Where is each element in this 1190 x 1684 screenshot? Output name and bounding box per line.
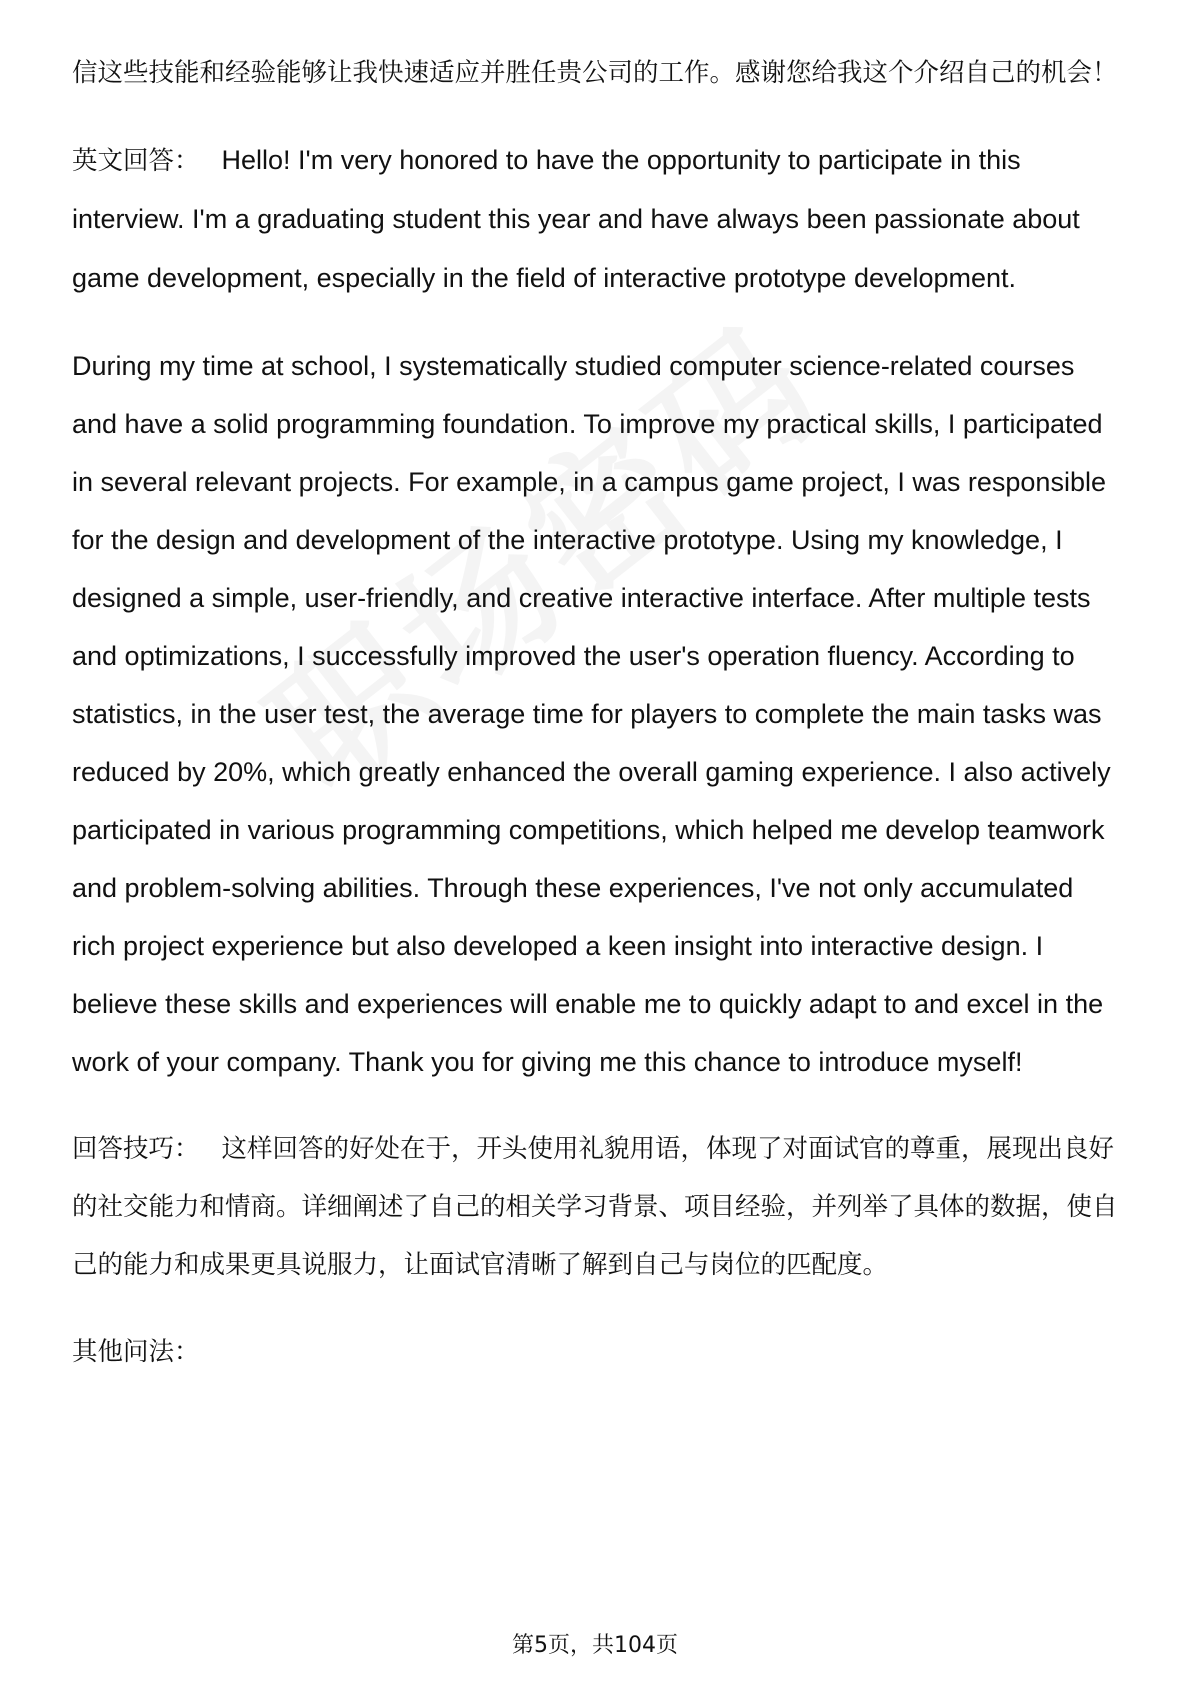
english-answer-label: 英文回答： (72, 146, 200, 176)
paragraph-continuation: 信这些技能和经验能够让我快速适应并胜任贵公司的工作。感谢您给我这个介绍自己的机会！ (72, 58, 1118, 88)
english-answer-text: Hello! I'm very honored to have the opportunity to participate in this interview. I'm a graduating student this year and have always been passionate about game development, especially in the field of interactive prototype development. (72, 145, 1080, 293)
page-number-footer: 第5页，共104页 (512, 1633, 678, 1658)
paragraph-answer-tips (72, 1120, 1122, 1294)
document-body (72, 44, 1122, 1381)
paragraph-english-body: During my time at school, I systematically studied computer science-related courses and have a solid programming foundation. To improve my practical skills, I participated in several relevant projects. For example, in a campus game project, I was responsible for the design and development of the interactive prototype. Using my knowledge, I designed a simple, user-friendly, and creative interactive interface. After multiple tests and optimizations, I successfully improved the user's operation fluency. According to statistics, in the user test, the average time for players to complete the main tasks was reduced by 20%, which greatly enhanced the overall gaming experience. I also actively participated in various programming competitions, which helped me develop teamwork and problem-solving abilities. Through these experiences, I've not only accumulated rich project experience but also developed a keen insight into interactive design. I believe these skills and experiences will enable me to quickly adapt to and excel in the work of your company. Thank you for giving me this chance to introduce myself! (72, 351, 1111, 1077)
paragraph-english-answer (72, 131, 1122, 308)
answer-tips-label: 回答技巧： (72, 1134, 200, 1164)
paragraph-other-questions: 其他问法： (72, 1337, 200, 1367)
answer-tips-text: 这样回答的好处在于，开头使用礼貌用语，体现了对面试官的尊重，展现出良好的社交能力和情商。详细阐述了自己的相关学习背景、项目经验，并列举了具体的数据，使自己的能力和成果更具说服力，让面试官清晰了解到自己与岗位的匹配度。 (72, 1134, 1118, 1280)
